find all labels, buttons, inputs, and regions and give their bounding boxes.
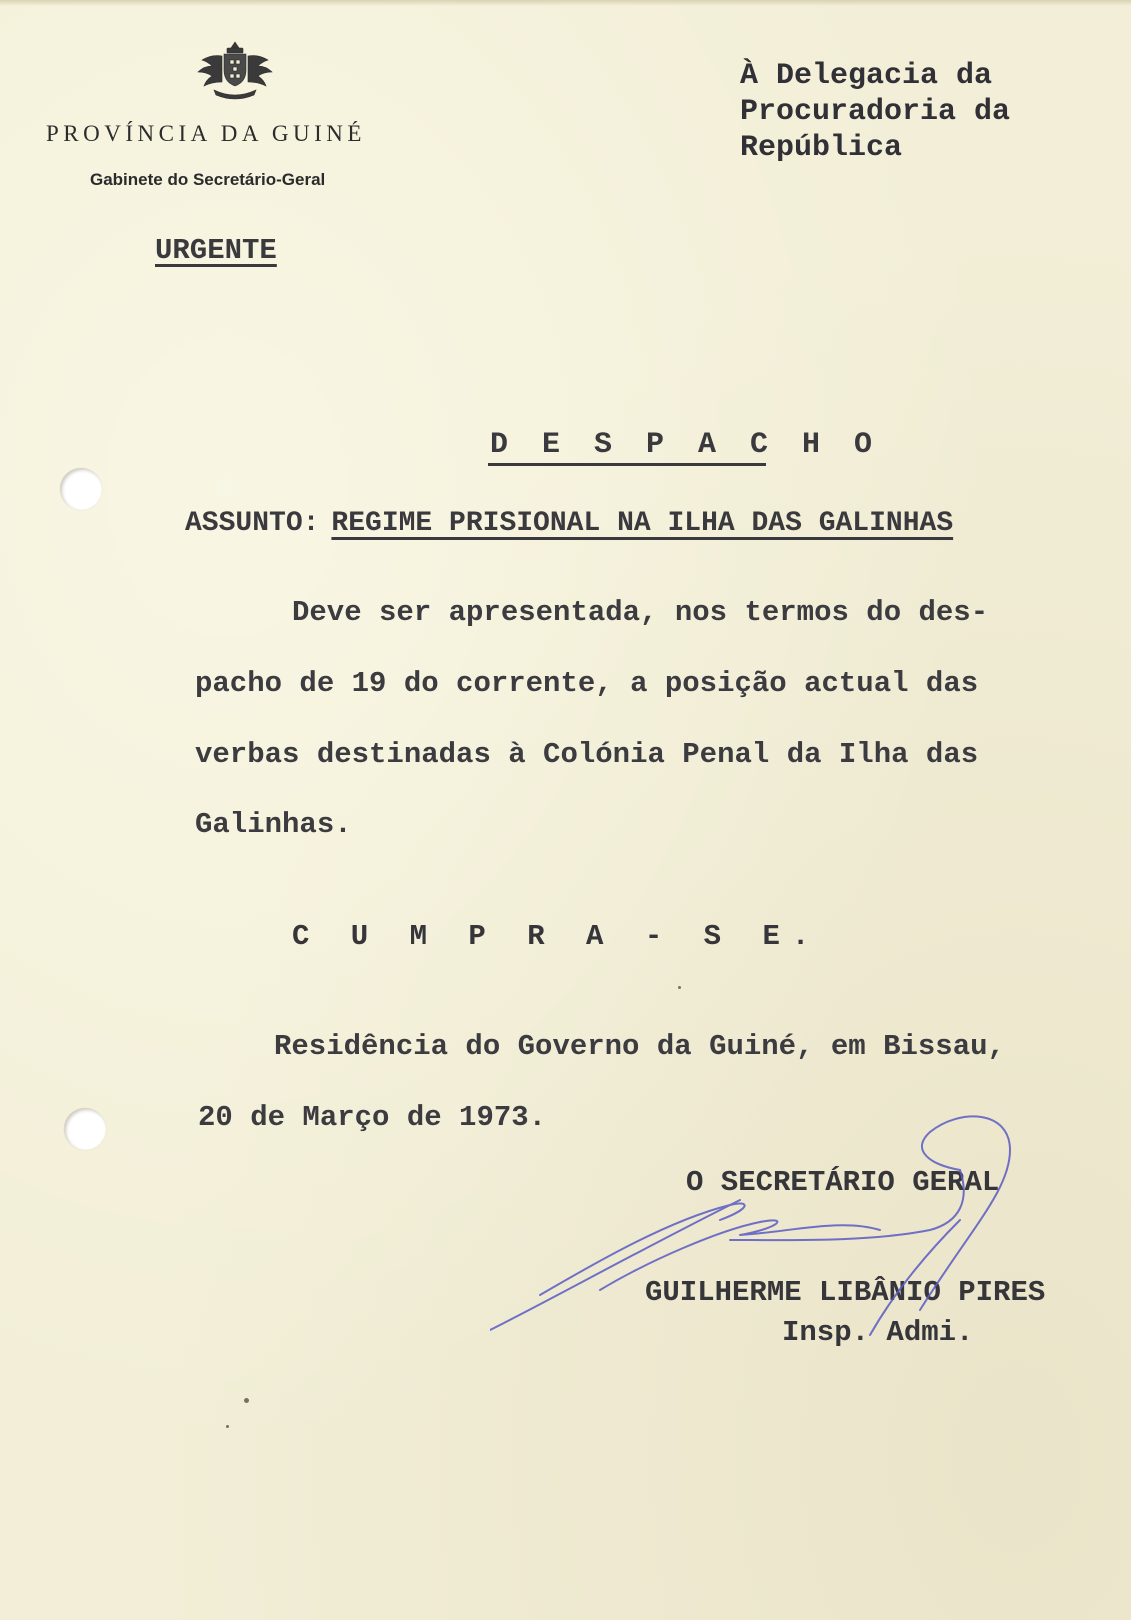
body-line: pacho de 19 do corrente, a posição actual das (195, 667, 979, 700)
addressee-line: República (740, 131, 903, 165)
place-line: Residência do Governo da Guiné, em Bissau, (274, 1030, 1005, 1063)
addressee-line: À Delegacia da (740, 59, 993, 93)
punch-hole (60, 468, 102, 510)
coat-of-arms-icon (194, 40, 276, 102)
signatory-name: GUILHERME LIBÂNIO PIRES (645, 1276, 1046, 1309)
date-line: 20 de Março de 1973. (198, 1101, 547, 1134)
subject-text: REGIME PRISIONAL NA ILHA DAS GALINHAS (331, 508, 954, 539)
ink-speck (678, 986, 681, 989)
title-underline (488, 463, 766, 466)
signatory-rank: Insp. Admi. (782, 1316, 974, 1349)
addressee-block (740, 58, 1100, 166)
body-line: Galinhas. (195, 808, 352, 841)
addressee-line: Procuradoria da (740, 95, 1011, 129)
paper-edge (0, 0, 1131, 6)
handwritten-signature (490, 1110, 1050, 1340)
urgency-marker: URGENTE (155, 234, 277, 267)
body-line: Deve ser apresentada, nos termos do des- (292, 596, 989, 629)
ink-speck (226, 1425, 229, 1428)
province-heading: PROVÍNCIA DA GUINÉ (46, 121, 366, 146)
office-subheading: Gabinete do Secretário-Geral (90, 170, 326, 189)
order-line: C U M P R A - S E. (292, 920, 822, 953)
body-line: verbas destinadas à Colónia Penal da Ilha das (195, 738, 979, 771)
ink-speck (244, 1398, 249, 1403)
subject-line (185, 508, 953, 539)
punch-hole (64, 1108, 106, 1150)
subject-label: ASSUNTO: (185, 508, 320, 539)
signatory-title: O SECRETÁRIO GERAL (686, 1166, 1000, 1199)
document-title: D E S P A C H O (490, 428, 881, 462)
